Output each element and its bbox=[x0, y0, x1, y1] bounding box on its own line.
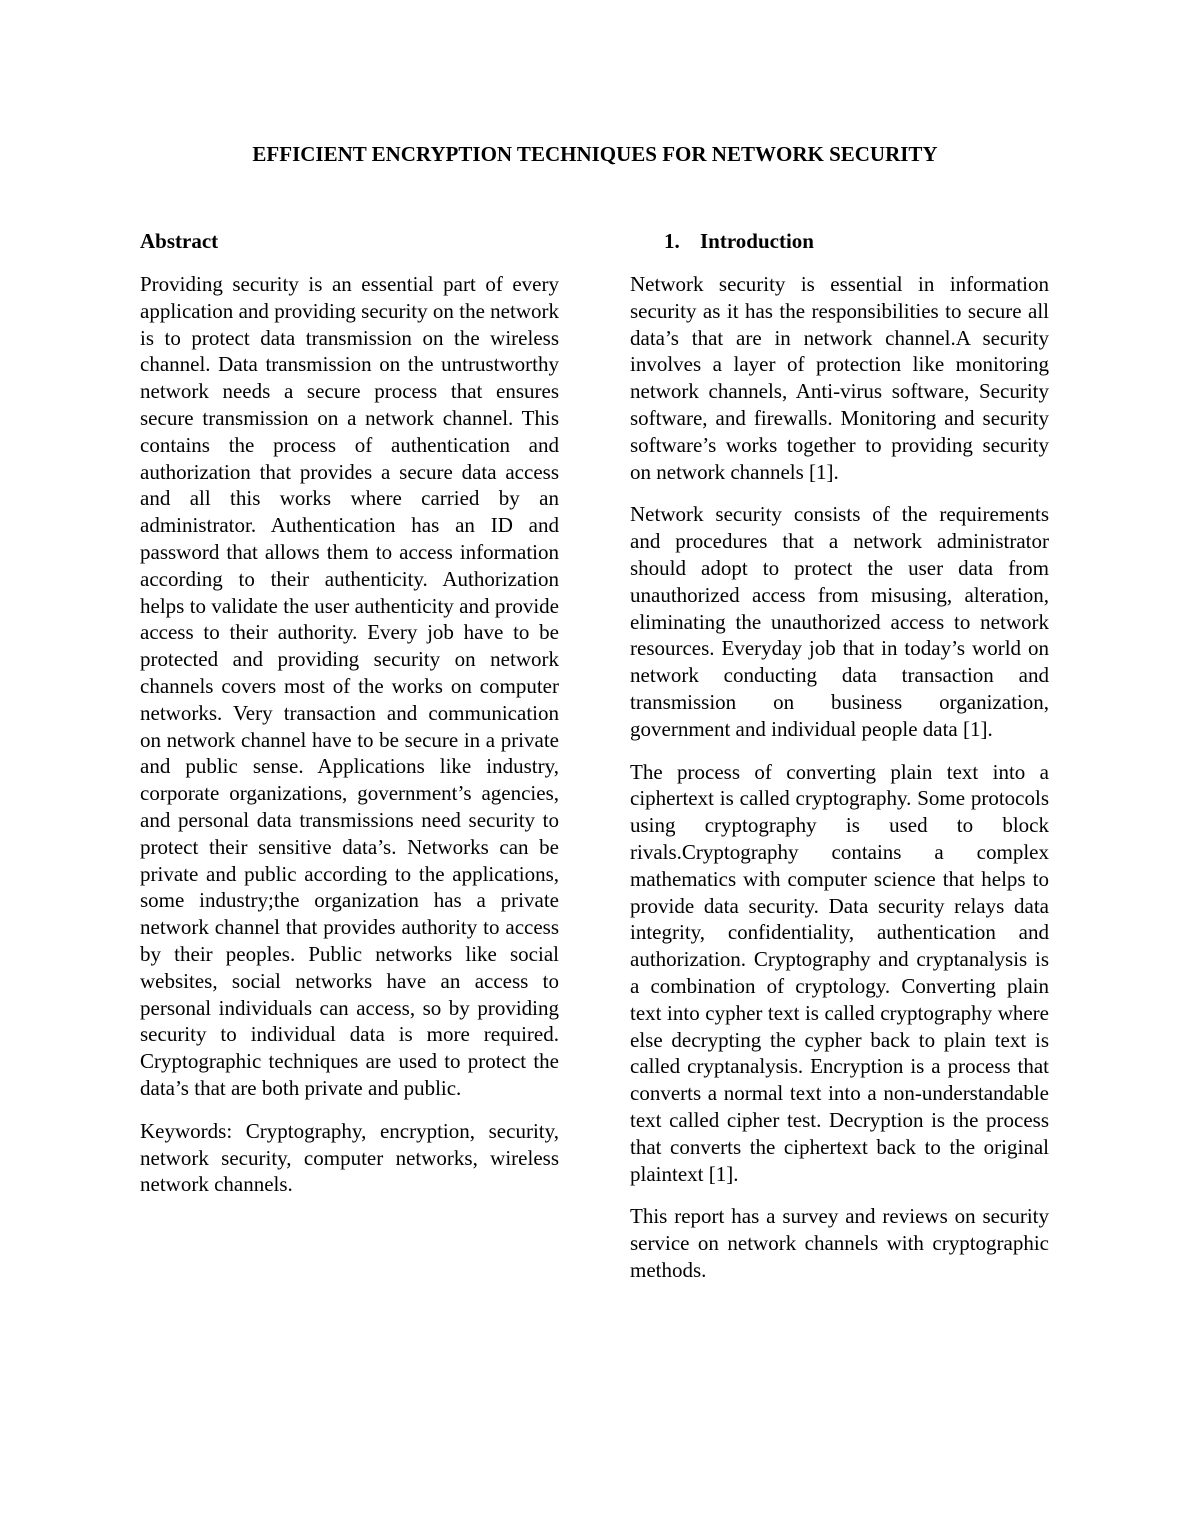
abstract-heading: Abstract bbox=[140, 229, 219, 253]
keywords-paragraph: Keywords: Cryptography, encryption, security, network security, computer networks, wireless network channels. bbox=[140, 1118, 559, 1197]
abstract-paragraph: Providing security is an essential part of every application and providing security on the network is to protect data transmission on the wireless channel. Data transmission on the untrustworthy network needs a secure process that ensures secure transmission on a network channel. This contains the process of authentication and authorization that provides a secure data access and all this works where carried by an administrator. Authentication has an ID and password that allows them to access information according to their authenticity. Authorization helps to validate the user authenticity and provide access to their authority. Every job have to be protected and providing security on network channels covers most of the works on computer networks. Very transaction and communication on network channel have to be secure in a private and public sense. Applications like industry, corporate organizations, government’s agencies, and personal data transmissions need security to protect their sensitive data’s. Networks can be private and public according to the applications, some industry;the organization has a private network channel that provides authority to access by their peoples. Public networks like social websites, social networks have an access to personal individuals can access, so by providing security to individual data is more required. Cryptographic techniques are used to protect the data’s that are both private and public. bbox=[140, 272, 559, 1100]
abstract-section bbox=[140, 226, 559, 1214]
intro-paragraph-4: This report has a survey and reviews on security service on network channels with cryptographic methods. bbox=[630, 1204, 1049, 1282]
introduction-section bbox=[630, 226, 1049, 1300]
intro-paragraph-2: Network security consists of the requirements and procedures that a network administrator should adopt to protect the user data from unauthorized access from misusing, alteration, eliminating the unauthorized access to network resources. Everyday job that in today’s world on network conducting data transaction and transmission on business organization, government and individual people data [1]. bbox=[630, 502, 1049, 741]
section-number: 1. bbox=[664, 229, 680, 253]
paper-title: EFFICIENT ENCRYPTION TECHNIQUES FOR NETWORK SECURITY bbox=[252, 142, 938, 166]
intro-paragraph-1: Network security is essential in information security as it has the responsibilities to secure all data’s that are in network channel.A security involves a layer of protection like monitoring network channels, Anti-virus software, Security software, and firewalls. Monitoring and security software’s works together to providing security on network channels [1]. bbox=[630, 272, 1049, 484]
intro-paragraph-3: The process of converting plain text into a ciphertext is called cryptography. Some protocols using cryptography is used to block rivals.Cryptography contains a complex mathematics with computer science that helps to provide data security. Data security relays data integrity, confidentiality, authentication and authorization. Cryptography and cryptanalysis is a combination of cryptology. Converting plain text into cypher text is called cryptography where else decrypting the cypher back to plain text is called cryptanalysis. Encryption is a process that converts a normal text into a non-understandable text called cipher test. Decryption is the process that converts the ciphertext back to the original plaintext [1]. bbox=[630, 759, 1049, 1186]
section-title: Introduction bbox=[700, 229, 814, 253]
introduction-heading bbox=[630, 226, 1049, 256]
